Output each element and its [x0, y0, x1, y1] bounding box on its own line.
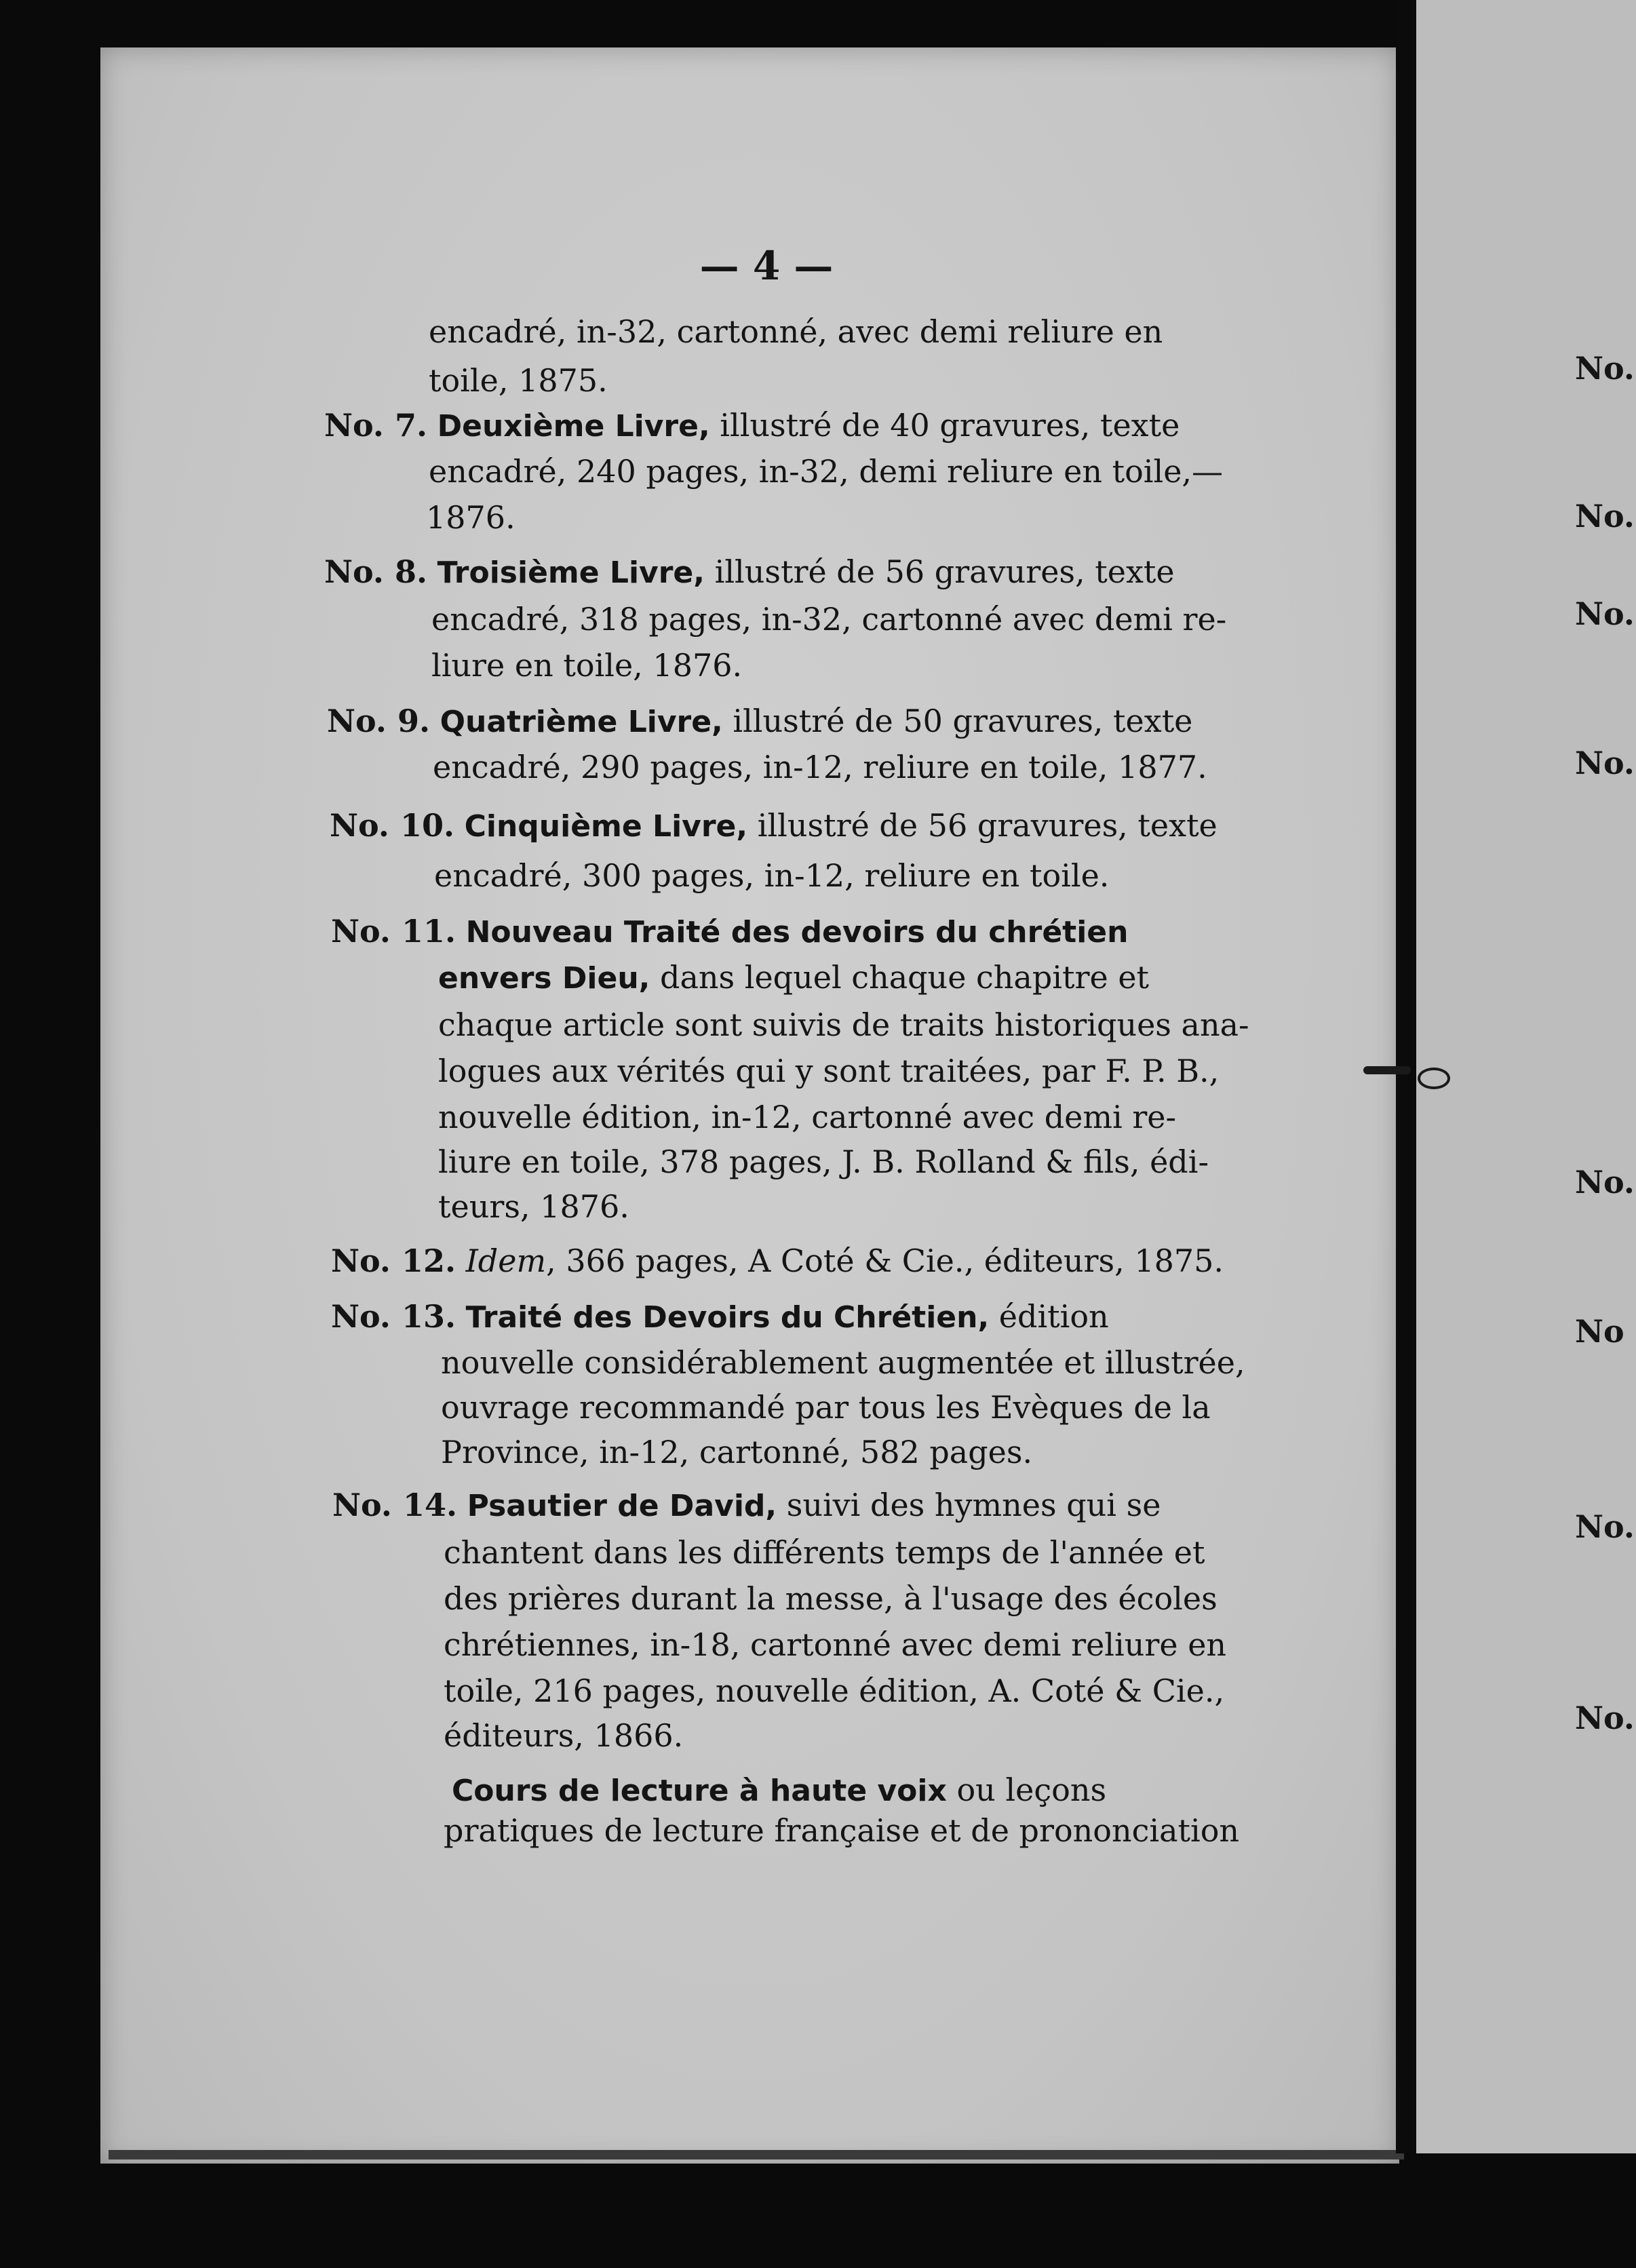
facing-page-label: No. [1575, 745, 1635, 781]
text-line: ouvrage recommandé par tous les Evèques de la [441, 1389, 1211, 1426]
text-line: encadré, 290 pages, in-12, reliure en toile, 1877. [433, 749, 1207, 785]
text-line: encadré, 318 pages, in-32, cartonné avec demi re- [431, 601, 1227, 638]
text-line: No. 8. Troisième Livre, illustré de 56 gravures, texte [324, 553, 1175, 590]
text-line: No. 11. Nouveau Traité des devoirs du chrétien [331, 913, 1129, 950]
facing-page-label: No. [1575, 1508, 1635, 1545]
text-line: teurs, 1876. [438, 1188, 629, 1225]
text-line: No. 13. Traité des Devoirs du Chrétien, édition [331, 1298, 1109, 1335]
text-line: nouvelle édition, in-12, cartonné avec demi re- [438, 1099, 1177, 1135]
facing-page-label: No. [1575, 1164, 1635, 1200]
text-line: No. 7. Deuxième Livre, illustré de 40 gravures, texte [324, 407, 1180, 444]
facing-page-label: No. [1575, 498, 1635, 534]
facing-page-label: No. [1575, 595, 1635, 632]
text-line: nouvelle considérablement augmentée et illustrée, [441, 1344, 1245, 1381]
text-line: encadré, 240 pages, in-32, demi reliure en toile,— [429, 453, 1224, 490]
text-line: éditeurs, 1866. [444, 1717, 684, 1754]
text-line: envers Dieu, dans lequel chaque chapitre et [438, 959, 1150, 996]
text-line: Province, in-12, cartonné, 582 pages. [441, 1434, 1033, 1470]
text-line: des prières durant la messe, à l'usage des écoles [444, 1580, 1218, 1617]
text-line: encadré, in-32, cartonné, avec demi reliure en [429, 313, 1163, 350]
page-bottom-edge [109, 2150, 1404, 2159]
facing-page-label: No. [1575, 1700, 1635, 1736]
text-line: No. 14. Psautier de David, suivi des hymnes qui se [332, 1487, 1161, 1523]
page-gutter [1396, 0, 1407, 2153]
page-number: — 4 — [699, 243, 834, 289]
text-line: pratiques de lecture française et de prononciation [444, 1812, 1240, 1849]
text-line: encadré, 300 pages, in-12, reliure en toile. [434, 857, 1110, 894]
text-line: chrétiennes, in-18, cartonné avec demi reliure en [444, 1626, 1227, 1663]
text-line: logues aux vérités qui y sont traitées, par F. P. B., [438, 1053, 1220, 1089]
facing-page-label: No [1575, 1313, 1624, 1350]
text-line: No. 9. Quatrième Livre, illustré de 50 gravures, texte [327, 703, 1193, 739]
text-line: No. 10. Cinquième Livre, illustré de 56 gravures, texte [330, 807, 1218, 844]
text-line: toile, 1875. [429, 362, 608, 399]
text-line: liure en toile, 1876. [431, 647, 743, 684]
text-line: liure en toile, 378 pages, J. B. Rolland & fils, édi- [438, 1143, 1209, 1180]
ink-smudge [1418, 1068, 1450, 1089]
facing-page-label: No. [1575, 350, 1635, 387]
text-line: chaque article sont suivis de traits historiques ana- [438, 1006, 1249, 1043]
ink-smudge [1363, 1066, 1411, 1074]
text-line: chantent dans les différents temps de l'année et [444, 1534, 1205, 1571]
text-line: 1876. [426, 499, 515, 536]
text-line: toile, 216 pages, nouvelle édition, A. Coté & Cie., [444, 1673, 1225, 1709]
text-line: Cours de lecture à haute voix ou leçons [452, 1772, 1107, 1808]
text-line: No. 12. Idem, 366 pages, A Coté & Cie., éditeurs, 1875. [331, 1243, 1224, 1279]
